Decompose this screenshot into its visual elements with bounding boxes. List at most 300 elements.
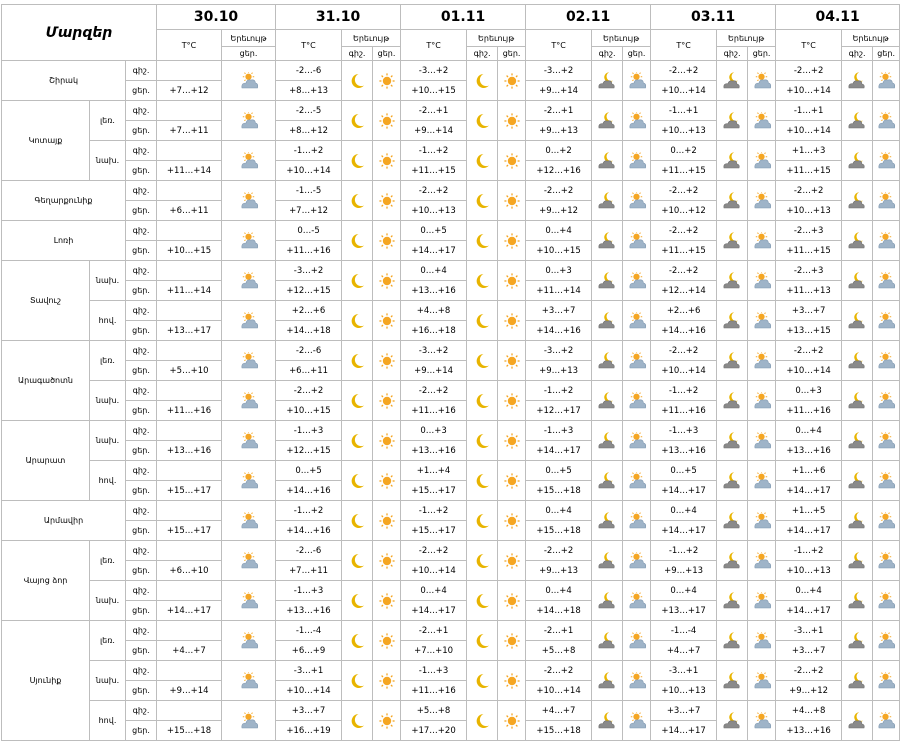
night-label: գիշ. xyxy=(126,141,157,161)
temp-cell: 0…+3 xyxy=(776,381,842,401)
date-header: 30.10 xyxy=(157,5,276,30)
table-row xyxy=(2,221,900,241)
day-label: ցեր. xyxy=(126,681,157,701)
temp-cell: +11…+14 xyxy=(157,281,222,301)
sun-icon xyxy=(373,621,401,661)
temp-cell: +14…+17 xyxy=(401,241,467,261)
sun-cloud-icon xyxy=(873,141,900,181)
moon-cloud-icon xyxy=(592,61,623,101)
temp-cell: -2…-5 xyxy=(276,101,342,121)
sun-cloud-icon xyxy=(222,341,276,381)
temp-header: T°C xyxy=(776,30,842,61)
temp-cell: +11…+16 xyxy=(157,401,222,421)
temp-cell: 0…+4 xyxy=(526,501,592,521)
sun-cloud-icon xyxy=(873,461,900,501)
moon-cloud-icon xyxy=(717,301,748,341)
sun-cloud-icon xyxy=(873,621,900,661)
moon-icon xyxy=(467,221,498,261)
zone-name: լեռ. xyxy=(90,541,126,581)
temp-cell: -2…+2 xyxy=(776,181,842,201)
sun-cloud-icon xyxy=(748,301,776,341)
temp-cell: -2…+1 xyxy=(401,101,467,121)
sun-icon xyxy=(373,141,401,181)
temp-cell: +9…+14 xyxy=(401,361,467,381)
sun-cloud-icon xyxy=(623,581,651,621)
day-label: ցեր. xyxy=(126,561,157,581)
sun-icon xyxy=(498,101,526,141)
day-label: ցեր. xyxy=(126,601,157,621)
moon-cloud-icon xyxy=(717,581,748,621)
temp-cell: +11…+16 xyxy=(401,681,467,701)
sun-cloud-icon xyxy=(873,101,900,141)
temp-cell xyxy=(157,301,222,321)
temp-cell: +11…+15 xyxy=(776,161,842,181)
zone-name: հով. xyxy=(90,461,126,501)
temp-cell: +14…+17 xyxy=(651,721,717,741)
moon-icon xyxy=(467,181,498,221)
day-label: ցեր. xyxy=(126,161,157,181)
sun-cloud-icon xyxy=(748,661,776,701)
temp-cell: +10…+14 xyxy=(651,81,717,101)
table-row xyxy=(2,301,900,321)
table-row xyxy=(2,341,900,361)
moon-cloud-icon xyxy=(592,581,623,621)
sun-cloud-icon xyxy=(748,701,776,741)
table-row xyxy=(2,661,900,681)
temp-cell: +4…+7 xyxy=(526,701,592,721)
moon-cloud-icon xyxy=(717,381,748,421)
sun-cloud-icon xyxy=(873,61,900,101)
sun-icon xyxy=(373,341,401,381)
moon-icon xyxy=(467,141,498,181)
moon-cloud-icon xyxy=(717,461,748,501)
temp-cell: -2…+2 xyxy=(776,341,842,361)
sun-cloud-icon xyxy=(623,381,651,421)
sun-cloud-icon xyxy=(623,261,651,301)
moon-icon xyxy=(467,381,498,421)
day-label: ցեր. xyxy=(126,721,157,741)
temp-cell: -2…+2 xyxy=(526,661,592,681)
temp-cell: -1…-5 xyxy=(276,181,342,201)
day-label: ցեր. xyxy=(126,361,157,381)
moon-icon xyxy=(342,501,373,541)
sun-cloud-icon xyxy=(748,101,776,141)
sun-cloud-icon xyxy=(748,421,776,461)
sun-cloud-icon xyxy=(748,141,776,181)
temp-cell: +10…+14 xyxy=(651,361,717,381)
phenomena-header: Երեւույթ xyxy=(222,30,276,47)
table-row xyxy=(2,701,900,721)
temp-cell: 0…+4 xyxy=(776,421,842,441)
day-header: ցեր. xyxy=(623,47,651,61)
temp-cell: +11…+14 xyxy=(526,281,592,301)
temp-cell: +11…+16 xyxy=(276,241,342,261)
temp-cell: +16…+19 xyxy=(276,721,342,741)
sun-icon xyxy=(498,261,526,301)
night-label: գիշ. xyxy=(126,581,157,601)
day-label: ցեր. xyxy=(126,441,157,461)
sun-cloud-icon xyxy=(222,501,276,541)
temp-cell xyxy=(157,461,222,481)
temp-cell: +2…+6 xyxy=(651,301,717,321)
sun-cloud-icon xyxy=(222,261,276,301)
moon-cloud-icon xyxy=(592,101,623,141)
temp-cell: -2…-6 xyxy=(276,61,342,81)
sun-icon xyxy=(373,61,401,101)
sun-cloud-icon xyxy=(222,461,276,501)
temp-cell: +10…+15 xyxy=(276,401,342,421)
temp-cell: +11…+16 xyxy=(651,401,717,421)
sun-cloud-icon xyxy=(873,421,900,461)
sun-icon xyxy=(498,541,526,581)
temp-cell: +14…+18 xyxy=(526,601,592,621)
temp-cell: +9…+13 xyxy=(526,121,592,141)
temp-cell: -2…+1 xyxy=(526,101,592,121)
moon-cloud-icon xyxy=(592,661,623,701)
moon-icon xyxy=(467,621,498,661)
temp-cell: 0…+4 xyxy=(776,581,842,601)
temp-cell: +10…+14 xyxy=(276,681,342,701)
temp-cell: +4…+7 xyxy=(651,641,717,661)
temp-cell: -1…+2 xyxy=(276,141,342,161)
temp-cell: +17…+20 xyxy=(401,721,467,741)
moon-cloud-icon xyxy=(842,261,873,301)
temp-cell: +16…+18 xyxy=(401,321,467,341)
sun-cloud-icon xyxy=(873,261,900,301)
temp-cell: +10…+14 xyxy=(776,121,842,141)
temp-cell: +10…+15 xyxy=(526,241,592,261)
temp-cell: +10…+14 xyxy=(401,561,467,581)
date-header: 31.10 xyxy=(276,5,401,30)
zone-name: հով. xyxy=(90,701,126,741)
temp-cell: -3…+2 xyxy=(526,61,592,81)
night-header: գիշ. xyxy=(592,47,623,61)
night-label: գիշ. xyxy=(126,181,157,201)
sun-icon xyxy=(498,381,526,421)
night-label: գիշ. xyxy=(126,101,157,121)
moon-cloud-icon xyxy=(842,541,873,581)
temp-cell: 0…-5 xyxy=(276,221,342,241)
temp-cell: +7…+10 xyxy=(401,641,467,661)
temp-cell: +1…+5 xyxy=(776,501,842,521)
sun-cloud-icon xyxy=(222,301,276,341)
temp-cell: +8…+12 xyxy=(276,121,342,141)
night-label: գիշ. xyxy=(126,541,157,561)
region-name: Սյունիք xyxy=(2,621,90,741)
moon-cloud-icon xyxy=(592,461,623,501)
temp-cell: +14…+16 xyxy=(526,321,592,341)
temp-cell: +14…+17 xyxy=(157,601,222,621)
temp-cell: +11…+15 xyxy=(776,241,842,261)
temp-cell: -2…+1 xyxy=(401,621,467,641)
temp-cell: -1…-4 xyxy=(276,621,342,641)
temp-cell: +10…+13 xyxy=(401,201,467,221)
temp-cell: -1…-4 xyxy=(651,621,717,641)
moon-cloud-icon xyxy=(842,421,873,461)
sun-icon xyxy=(373,661,401,701)
sun-cloud-icon xyxy=(623,661,651,701)
night-label: գիշ. xyxy=(126,621,157,641)
region-name: Գեղարքունիք xyxy=(2,181,126,221)
moon-cloud-icon xyxy=(842,501,873,541)
moon-cloud-icon xyxy=(842,141,873,181)
moon-icon xyxy=(342,221,373,261)
temp-cell xyxy=(157,181,222,201)
temp-cell xyxy=(157,141,222,161)
temp-cell: +14…+17 xyxy=(651,481,717,501)
temp-cell: +4…+7 xyxy=(157,641,222,661)
moon-cloud-icon xyxy=(842,181,873,221)
temp-cell: +5…+8 xyxy=(526,641,592,661)
sun-icon xyxy=(498,61,526,101)
sun-cloud-icon xyxy=(748,181,776,221)
sun-cloud-icon xyxy=(623,221,651,261)
zone-name: նախ. xyxy=(90,421,126,461)
sun-cloud-icon xyxy=(222,141,276,181)
moon-cloud-icon xyxy=(842,381,873,421)
temp-cell: -2…+2 xyxy=(401,181,467,201)
date-header: 02.11 xyxy=(526,5,651,30)
day-label: ցեր. xyxy=(126,81,157,101)
temp-cell: 0…+4 xyxy=(526,581,592,601)
temp-cell: -1…+3 xyxy=(651,421,717,441)
temp-cell: +9…+13 xyxy=(526,561,592,581)
temp-cell: -2…+2 xyxy=(401,541,467,561)
sun-cloud-icon xyxy=(623,621,651,661)
moon-icon xyxy=(342,621,373,661)
sun-cloud-icon xyxy=(748,581,776,621)
temp-cell: -3…+2 xyxy=(401,341,467,361)
sun-cloud-icon xyxy=(222,181,276,221)
moon-cloud-icon xyxy=(592,341,623,381)
temp-cell: +10…+14 xyxy=(526,681,592,701)
temp-cell xyxy=(157,421,222,441)
moon-icon xyxy=(342,701,373,741)
night-header: գիշ. xyxy=(717,47,748,61)
sun-cloud-icon xyxy=(222,621,276,661)
sun-cloud-icon xyxy=(748,261,776,301)
temp-cell: 0…+5 xyxy=(276,461,342,481)
sun-cloud-icon xyxy=(873,381,900,421)
sun-cloud-icon xyxy=(873,701,900,741)
day-label: ցեր. xyxy=(126,641,157,661)
region-name: Տավուշ xyxy=(2,261,90,341)
night-label: գիշ. xyxy=(126,381,157,401)
moon-icon xyxy=(467,581,498,621)
sun-icon xyxy=(498,461,526,501)
sun-icon xyxy=(498,181,526,221)
temp-cell: +13…+16 xyxy=(776,721,842,741)
sun-cloud-icon xyxy=(623,461,651,501)
temp-cell: +9…+12 xyxy=(776,681,842,701)
sun-cloud-icon xyxy=(623,301,651,341)
moon-icon xyxy=(467,261,498,301)
temp-cell: +7…+12 xyxy=(157,81,222,101)
day-header: ցեր. xyxy=(498,47,526,61)
sun-icon xyxy=(498,421,526,461)
sun-cloud-icon xyxy=(222,661,276,701)
temp-cell: +3…+7 xyxy=(651,701,717,721)
sun-icon xyxy=(373,301,401,341)
temp-cell: +9…+13 xyxy=(526,361,592,381)
sun-cloud-icon xyxy=(873,221,900,261)
moon-icon xyxy=(467,501,498,541)
temp-cell xyxy=(157,101,222,121)
sun-icon xyxy=(498,701,526,741)
sun-cloud-icon xyxy=(623,101,651,141)
temp-cell: +11…+14 xyxy=(157,161,222,181)
region-name: Արարատ xyxy=(2,421,90,501)
table-row xyxy=(2,181,900,201)
temp-cell: -2…+1 xyxy=(526,621,592,641)
region-name: Վայոց ձոր xyxy=(2,541,90,621)
day-label: ցեր. xyxy=(126,281,157,301)
temp-cell xyxy=(157,61,222,81)
sun-icon xyxy=(498,581,526,621)
sun-icon xyxy=(373,221,401,261)
sun-cloud-icon xyxy=(748,541,776,581)
region-name: Արմավիր xyxy=(2,501,126,541)
date-header: 04.11 xyxy=(776,5,900,30)
sun-cloud-icon xyxy=(222,541,276,581)
day-label: ցեր. xyxy=(126,521,157,541)
moon-cloud-icon xyxy=(592,301,623,341)
forecast-table xyxy=(1,4,900,741)
moon-cloud-icon xyxy=(842,661,873,701)
table-row xyxy=(2,381,900,401)
phenomena-header: Երեւույթ xyxy=(467,30,526,47)
moon-cloud-icon xyxy=(717,141,748,181)
sun-cloud-icon xyxy=(623,501,651,541)
night-label: գիշ. xyxy=(126,501,157,521)
table-row xyxy=(2,261,900,281)
region-header: Մարզեր xyxy=(2,5,157,61)
temp-cell: 0…+5 xyxy=(651,461,717,481)
temp-cell: +7…+11 xyxy=(276,561,342,581)
date-header: 03.11 xyxy=(651,5,776,30)
temp-header: T°C xyxy=(276,30,342,61)
sun-cloud-icon xyxy=(222,701,276,741)
moon-icon xyxy=(467,101,498,141)
temp-cell: +12…+15 xyxy=(276,281,342,301)
night-label: գիշ. xyxy=(126,461,157,481)
temp-cell: +10…+13 xyxy=(776,561,842,581)
day-label: ցեր. xyxy=(126,481,157,501)
moon-cloud-icon xyxy=(592,621,623,661)
temp-cell: +1…+4 xyxy=(401,461,467,481)
temp-header: T°C xyxy=(526,30,592,61)
sun-cloud-icon xyxy=(748,501,776,541)
temp-cell: +14…+18 xyxy=(276,321,342,341)
temp-cell: +10…+14 xyxy=(276,161,342,181)
night-label: գիշ. xyxy=(126,421,157,441)
temp-cell: -2…+2 xyxy=(776,61,842,81)
moon-cloud-icon xyxy=(717,101,748,141)
temp-cell: +15…+18 xyxy=(526,481,592,501)
phenomena-header: Երեւույթ xyxy=(342,30,401,47)
temp-header: T°C xyxy=(401,30,467,61)
temp-cell: +1…+6 xyxy=(776,461,842,481)
phenomena-header: Երեւույթ xyxy=(592,30,651,47)
temp-cell: +10…+15 xyxy=(401,81,467,101)
sun-cloud-icon xyxy=(873,541,900,581)
region-name: Արագածոտն xyxy=(2,341,90,421)
temp-cell: -1…+3 xyxy=(401,661,467,681)
temp-cell: +10…+13 xyxy=(651,121,717,141)
temp-cell: +3…+7 xyxy=(276,701,342,721)
temp-cell: -3…+2 xyxy=(276,261,342,281)
temp-cell: +9…+13 xyxy=(651,561,717,581)
moon-cloud-icon xyxy=(842,61,873,101)
moon-icon xyxy=(342,261,373,301)
temp-cell: +14…+17 xyxy=(776,521,842,541)
night-label: գիշ. xyxy=(126,61,157,81)
night-header: գիշ. xyxy=(467,47,498,61)
day-header: ցեր. xyxy=(873,47,900,61)
temp-cell: 0…+3 xyxy=(526,261,592,281)
sun-icon xyxy=(373,381,401,421)
temp-cell: -1…+2 xyxy=(651,381,717,401)
temp-cell: +4…+8 xyxy=(401,301,467,321)
moon-cloud-icon xyxy=(717,181,748,221)
sun-cloud-icon xyxy=(222,221,276,261)
temp-cell: -3…+1 xyxy=(776,621,842,641)
moon-icon xyxy=(342,661,373,701)
temp-cell: +12…+15 xyxy=(276,441,342,461)
temp-cell: +14…+16 xyxy=(651,321,717,341)
night-label: գիշ. xyxy=(126,261,157,281)
sun-icon xyxy=(498,661,526,701)
moon-icon xyxy=(342,341,373,381)
day-label: ցեր. xyxy=(126,241,157,261)
sun-icon xyxy=(373,421,401,461)
sun-icon xyxy=(498,141,526,181)
moon-cloud-icon xyxy=(842,301,873,341)
temp-cell: +13…+16 xyxy=(157,441,222,461)
temp-cell: +13…+17 xyxy=(157,321,222,341)
temp-cell: -2…+2 xyxy=(651,341,717,361)
moon-cloud-icon xyxy=(842,621,873,661)
moon-icon xyxy=(342,61,373,101)
temp-cell: 0…+4 xyxy=(651,581,717,601)
temp-cell: +4…+8 xyxy=(776,701,842,721)
table-row xyxy=(2,581,900,601)
temp-cell: +8…+13 xyxy=(276,81,342,101)
moon-icon xyxy=(342,541,373,581)
night-label: գիշ. xyxy=(126,221,157,241)
temp-cell: -1…+2 xyxy=(651,541,717,561)
sun-cloud-icon xyxy=(748,381,776,421)
temp-cell: -2…+2 xyxy=(651,61,717,81)
moon-cloud-icon xyxy=(717,261,748,301)
temp-cell: +15…+17 xyxy=(401,521,467,541)
temp-cell: 0…+2 xyxy=(651,141,717,161)
zone-name: նախ. xyxy=(90,381,126,421)
day-label: ցեր. xyxy=(126,121,157,141)
temp-cell: -1…+1 xyxy=(651,101,717,121)
temp-cell: +9…+14 xyxy=(526,81,592,101)
zone-name: նախ. xyxy=(90,141,126,181)
moon-cloud-icon xyxy=(592,221,623,261)
temp-cell: -2…+2 xyxy=(651,261,717,281)
sun-cloud-icon xyxy=(623,141,651,181)
moon-cloud-icon xyxy=(717,221,748,261)
temp-cell: -1…+2 xyxy=(401,141,467,161)
temp-cell: -2…+3 xyxy=(776,261,842,281)
day-header: ցեր. xyxy=(373,47,401,61)
temp-cell xyxy=(157,261,222,281)
table-row xyxy=(2,621,900,641)
